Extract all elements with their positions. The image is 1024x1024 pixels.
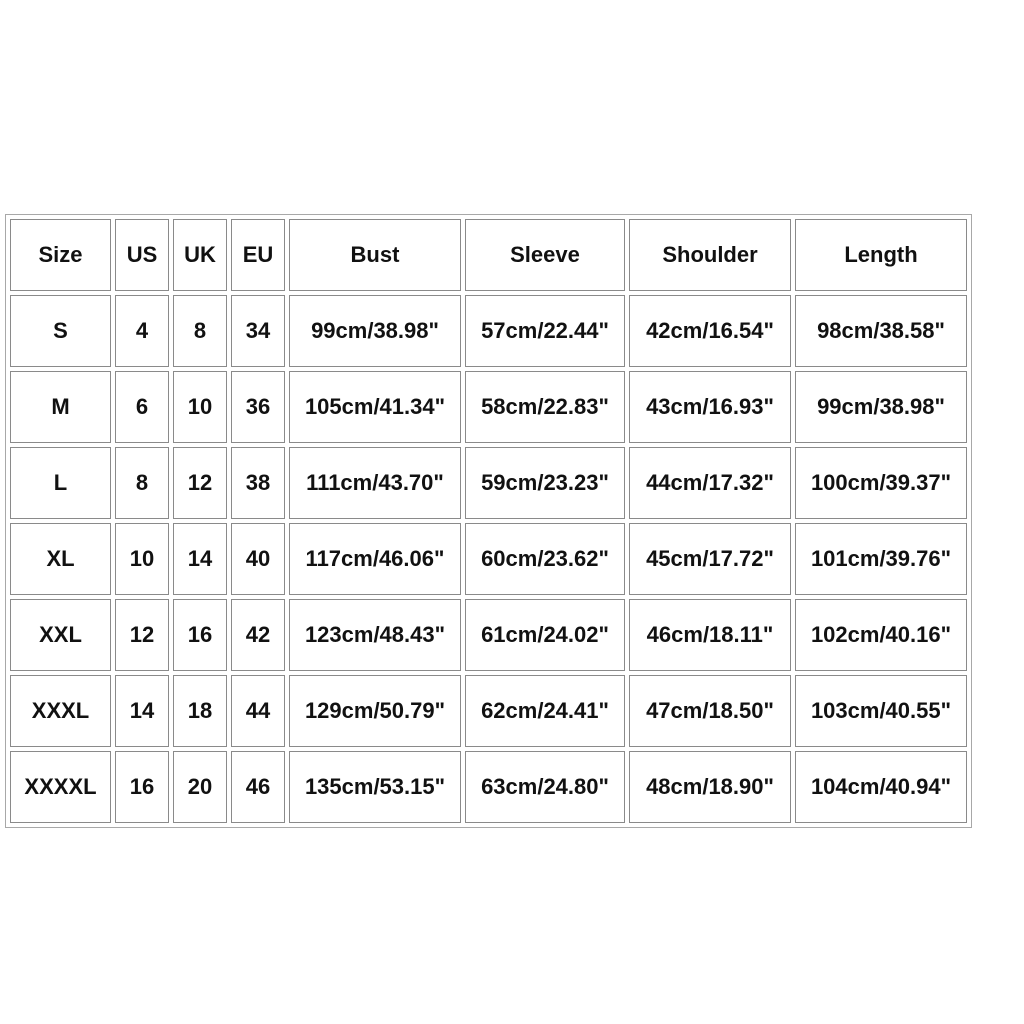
cell-size: XXL — [10, 599, 111, 671]
cell-uk: 14 — [173, 523, 227, 595]
cell-eu: 46 — [231, 751, 285, 823]
cell-size: L — [10, 447, 111, 519]
cell-us: 12 — [115, 599, 169, 671]
cell-uk: 18 — [173, 675, 227, 747]
cell-sleeve: 58cm/22.83" — [465, 371, 625, 443]
cell-bust: 129cm/50.79" — [289, 675, 461, 747]
cell-us: 6 — [115, 371, 169, 443]
cell-shoulder: 43cm/16.93" — [629, 371, 791, 443]
header-eu: EU — [231, 219, 285, 291]
cell-length: 99cm/38.98" — [795, 371, 967, 443]
cell-shoulder: 44cm/17.32" — [629, 447, 791, 519]
cell-bust: 135cm/53.15" — [289, 751, 461, 823]
header-size: Size — [10, 219, 111, 291]
cell-shoulder: 45cm/17.72" — [629, 523, 791, 595]
header-us: US — [115, 219, 169, 291]
cell-size: XXXL — [10, 675, 111, 747]
cell-eu: 34 — [231, 295, 285, 367]
cell-uk: 12 — [173, 447, 227, 519]
cell-eu: 40 — [231, 523, 285, 595]
table-row — [10, 295, 967, 367]
size-chart-table — [5, 214, 972, 828]
cell-size: XXXXL — [10, 751, 111, 823]
cell-sleeve: 59cm/23.23" — [465, 447, 625, 519]
header-row — [10, 219, 967, 291]
table-row — [10, 447, 967, 519]
header-sleeve: Sleeve — [465, 219, 625, 291]
cell-shoulder: 47cm/18.50" — [629, 675, 791, 747]
table-header — [10, 219, 967, 291]
table-body — [10, 295, 967, 823]
cell-sleeve: 60cm/23.62" — [465, 523, 625, 595]
cell-us: 14 — [115, 675, 169, 747]
cell-size: XL — [10, 523, 111, 595]
table-row — [10, 371, 967, 443]
cell-sleeve: 63cm/24.80" — [465, 751, 625, 823]
cell-shoulder: 42cm/16.54" — [629, 295, 791, 367]
cell-length: 104cm/40.94" — [795, 751, 967, 823]
header-bust: Bust — [289, 219, 461, 291]
cell-uk: 20 — [173, 751, 227, 823]
cell-length: 98cm/38.58" — [795, 295, 967, 367]
cell-size: S — [10, 295, 111, 367]
cell-length: 102cm/40.16" — [795, 599, 967, 671]
cell-eu: 42 — [231, 599, 285, 671]
cell-shoulder: 46cm/18.11" — [629, 599, 791, 671]
header-uk: UK — [173, 219, 227, 291]
cell-us: 8 — [115, 447, 169, 519]
cell-uk: 10 — [173, 371, 227, 443]
cell-length: 101cm/39.76" — [795, 523, 967, 595]
cell-sleeve: 61cm/24.02" — [465, 599, 625, 671]
table-row — [10, 599, 967, 671]
header-shoulder: Shoulder — [629, 219, 791, 291]
cell-us: 4 — [115, 295, 169, 367]
cell-eu: 44 — [231, 675, 285, 747]
cell-sleeve: 57cm/22.44" — [465, 295, 625, 367]
cell-uk: 16 — [173, 599, 227, 671]
cell-us: 16 — [115, 751, 169, 823]
cell-bust: 117cm/46.06" — [289, 523, 461, 595]
cell-size: M — [10, 371, 111, 443]
cell-shoulder: 48cm/18.90" — [629, 751, 791, 823]
table-row — [10, 675, 967, 747]
cell-uk: 8 — [173, 295, 227, 367]
cell-bust: 123cm/48.43" — [289, 599, 461, 671]
header-length: Length — [795, 219, 967, 291]
cell-sleeve: 62cm/24.41" — [465, 675, 625, 747]
cell-eu: 38 — [231, 447, 285, 519]
cell-bust: 99cm/38.98" — [289, 295, 461, 367]
cell-length: 100cm/39.37" — [795, 447, 967, 519]
table-row — [10, 751, 967, 823]
cell-us: 10 — [115, 523, 169, 595]
cell-bust: 105cm/41.34" — [289, 371, 461, 443]
cell-bust: 111cm/43.70" — [289, 447, 461, 519]
cell-length: 103cm/40.55" — [795, 675, 967, 747]
cell-eu: 36 — [231, 371, 285, 443]
table-row — [10, 523, 967, 595]
